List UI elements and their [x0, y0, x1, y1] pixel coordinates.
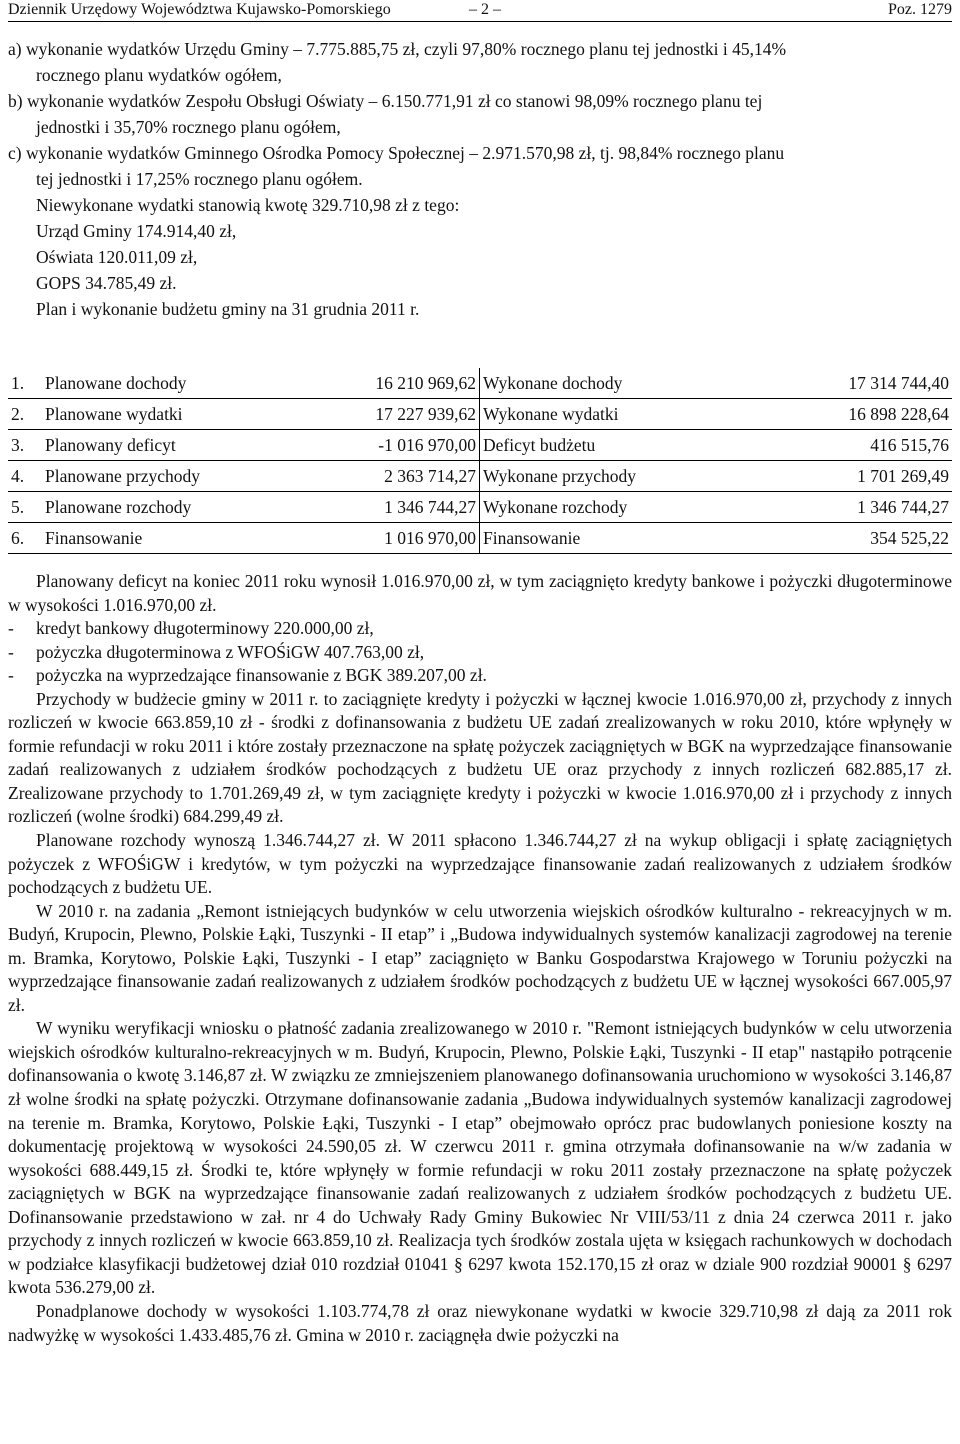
expenditure-summary: [8, 36, 952, 322]
item-b-line1: b) wykonanie wydatków Zespołu Obsługi Oświaty – 6.150.771,91 zł co stanowi 98,09% rocznego planu tej: [8, 91, 763, 111]
budget-row: [8, 492, 952, 523]
body-text: [8, 570, 952, 1347]
page-header: [8, 0, 952, 22]
verification-paragraph: W wyniku weryfikacji wniosku o płatność zadania zrealizowanego w 2010 r. "Remont istniejących budynków w celu utworzenia wiejskich ośrodków kulturalno-rekreacyjnych w m. Budyń, Krupocin, Plewno, Polskie Łąki, Tuszynki - II etap" nastąpiło potrącenie dofinansowania o kwotę 3.146,87 zł. W związku ze zmniejszeniem planowanego dofinansowania uruchomiono w wysokości 3.146,87 zł wolne środki na spłatę pożyczki. Otrzymane dofinansowanie zadania „Budowa indywidualnych systemów kanalizacji zagrodowej na terenie m. Bramka, Korytowo, Polskie Łąki, Tuszynki - I etap” obejmowało oprócz prac budowlanych poniesione koszty na dokumentację projektową w wysokości 24.590,05 zł. W czerwcu 2011 r. gmina otrzymała dofinansowanie na w/w zadania w wysokości 688.449,15 zł. Środki te, które wpłynęły w formie refundacji w roku 2011 zostały przeznaczone na spłatę pożyczek zaciągniętych w BGK na wyprzedzające finansowanie zadań realizowanych z udziałem środków pochodzących z budżetu UE. Dofinansowanie przedstawiono w zał. nr 4 do Uchwały Rady Gminy Bukowiec Nr VIII/53/11 z dnia 24 czerwca 2011 r. jako przychody z innych rozliczeń w kwocie 663.859,10 zł. Realizacja tych środków zostala ujęta w księgach rachunkowych w dochodach w podziałce klasyfikacji budżetowej dział 010 rozdział 01041 § 6297 kwota 152.170,15 zł oraz w dziale 900 rozdział 90001 § 6297 kwota 536.279,00 zł.: [8, 1018, 952, 1298]
budget-row: [8, 368, 952, 399]
executed-label: Wykonane rozchody: [480, 492, 767, 523]
unexecuted-ug: Urząd Gminy 174.914,40 zł,: [36, 221, 237, 241]
item-b-line2: jednostki i 35,70% rocznego planu ogółem,: [36, 117, 341, 137]
plan-title: Plan i wykonanie budżetu gminy na 31 grudnia 2011 r.: [36, 299, 420, 319]
loans-2010-paragraph: W 2010 r. na zadania „Remont istniejących budynków w celu utworzenia wiejskich ośrodków kulturalno - rekreacyjnych w m. Budyń, Krupocin, Plewno, Polskie Łąki, Tuszynki - II etap” i „Budowa indywidualnych systemów kanalizacji zagrodowej na terenie m. Bramka, Korytowo, Polskie Łąki, Tuszynki - I etap” zaciągnięto w Banku Gospodarstwa Krajowego w Toruniu pożyczki na wyprzedzające finansowanie zadań realizowanych z udziałem środków pochodzących z budżetu UE w łącznej wysokości 667.005,97 zł.: [8, 900, 952, 1015]
budget-row: [8, 523, 952, 554]
planned-label: Planowane rozchody: [42, 492, 338, 523]
executed-label: Wykonane dochody: [480, 368, 767, 399]
planned-value: -1 016 970,00: [338, 430, 480, 461]
item-a-line1: a) wykonanie wydatków Urzędu Gminy – 7.775.885,75 zł, czyli 97,80% rocznego planu tej jednostki i 45,14%: [8, 39, 787, 59]
dash-item-prefinancing: - pożyczka na wyprzedzające finansowanie z BGK 389.207,00 zł.: [8, 665, 487, 686]
surplus-paragraph: Ponadplanowe dochody w wysokości 1.103.774,78 zł oraz niewykonane wydatki w kwocie 329.710,98 zł dają za 2011 rok nadwyżkę w wysokości 1.433.485,76 zł. Gmina w 2010 r. zaciągnęła dwie pożyczki na: [8, 1300, 952, 1345]
page-number: – 2 –: [469, 1, 501, 18]
planned-label: Planowany deficyt: [42, 430, 338, 461]
row-number: 1.: [8, 368, 42, 399]
revenue-paragraph: Przychody w budżecie gminy w 2011 r. to zaciągnięte kredyty i pożyczki w łącznej kwocie 1.016.970,00 zł, przychody z innych rozliczeń w kwocie 663.859,10 zł - środki z dofinansowania z budżetu UE zadań zrealizowanych w roku 2010, które wpłynęły w formie refundacji w roku 2011 i które zostały przeznaczone na spłatę pożyczek zaciągniętych w BGK na wyprzedzające finansowanie zadań realizowanych z udziałem środków pochodzących z budżetu UE oraz przychody z innych rozliczeń 682.885,17 zł. Zrealizowane przychody to 1.701.269,49 zł, w tym zaciągnięte kredyty i pożyczki w kwocie 1.016.970,00 zł i przychody z innych rozliczeń (wolne środki) 684.299,49 zł.: [8, 688, 952, 827]
unexecuted-gops: GOPS 34.785,49 zł.: [36, 273, 177, 293]
executed-value: 416 515,76: [766, 430, 952, 461]
row-number: 3.: [8, 430, 42, 461]
item-a-line2: rocznego planu wydatków ogółem,: [36, 65, 282, 85]
unexecuted-oswiata: Oświata 120.011,09 zł,: [36, 247, 198, 267]
executed-value: 16 898 228,64: [766, 399, 952, 430]
budget-row: [8, 430, 952, 461]
executed-label: Wykonane wydatki: [480, 399, 767, 430]
row-number: 6.: [8, 523, 42, 554]
item-c-line1: c) wykonanie wydatków Gminnego Ośrodka Pomocy Społecznej – 2.971.570,98 zł, tj. 98,84% rocznego planu: [8, 143, 785, 163]
executed-label: Wykonane przychody: [480, 461, 767, 492]
executed-label: Deficyt budżetu: [480, 430, 767, 461]
executed-value: 1 346 744,27: [766, 492, 952, 523]
dash-item-credit: - kredyt bankowy długoterminowy 220.000,00 zł,: [8, 618, 374, 639]
outflows-paragraph: Planowane rozchody wynoszą 1.346.744,27 zł. W 2011 spłacono 1.346.744,27 zł na wykup obligacji i spłatę zaciągniętych pożyczek z WFOŚiGW i kredytów, w tym pożyczki na wyprzedzające finansowanie zadań realizowanych z udziałem środków pochodzących z budżetu UE.: [8, 830, 952, 898]
unexecuted-expenses: Niewykonane wydatki stanowią kwotę 329.710,98 zł z tego:: [36, 195, 460, 215]
planned-label: Planowane przychody: [42, 461, 338, 492]
executed-value: 1 701 269,49: [766, 461, 952, 492]
planned-value: 16 210 969,62: [338, 368, 480, 399]
planned-label: Finansowanie: [42, 523, 338, 554]
position-number: Poz. 1279: [888, 1, 952, 18]
budget-row: [8, 399, 952, 430]
row-number: 2.: [8, 399, 42, 430]
executed-value: 354 525,22: [766, 523, 952, 554]
budget-table: [8, 368, 952, 554]
planned-label: Planowane wydatki: [42, 399, 338, 430]
row-number: 5.: [8, 492, 42, 523]
planned-value: 1 346 744,27: [338, 492, 480, 523]
deficit-paragraph: Planowany deficyt na koniec 2011 roku wynosił 1.016.970,00 zł, w tym zaciągnięto kredyty bankowe i pożyczki długoterminowe w wysokości 1.016.970,00 zł.: [8, 571, 952, 615]
planned-value: 1 016 970,00: [338, 523, 480, 554]
item-c-line2: tej jednostki i 17,25% rocznego planu ogółem.: [36, 169, 363, 189]
budget-row: [8, 461, 952, 492]
planned-value: 17 227 939,62: [338, 399, 480, 430]
executed-value: 17 314 744,40: [766, 368, 952, 399]
header-rule: [8, 21, 952, 22]
dash-item-loan: - pożyczka długoterminowa z WFOŚiGW 407.763,00 zł,: [8, 641, 425, 662]
planned-value: 2 363 714,27: [338, 461, 480, 492]
planned-label: Planowane dochody: [42, 368, 338, 399]
executed-label: Finansowanie: [480, 523, 767, 554]
row-number: 4.: [8, 461, 42, 492]
journal-title: Dziennik Urzędowy Województwa Kujawsko-Pomorskiego: [8, 1, 391, 18]
